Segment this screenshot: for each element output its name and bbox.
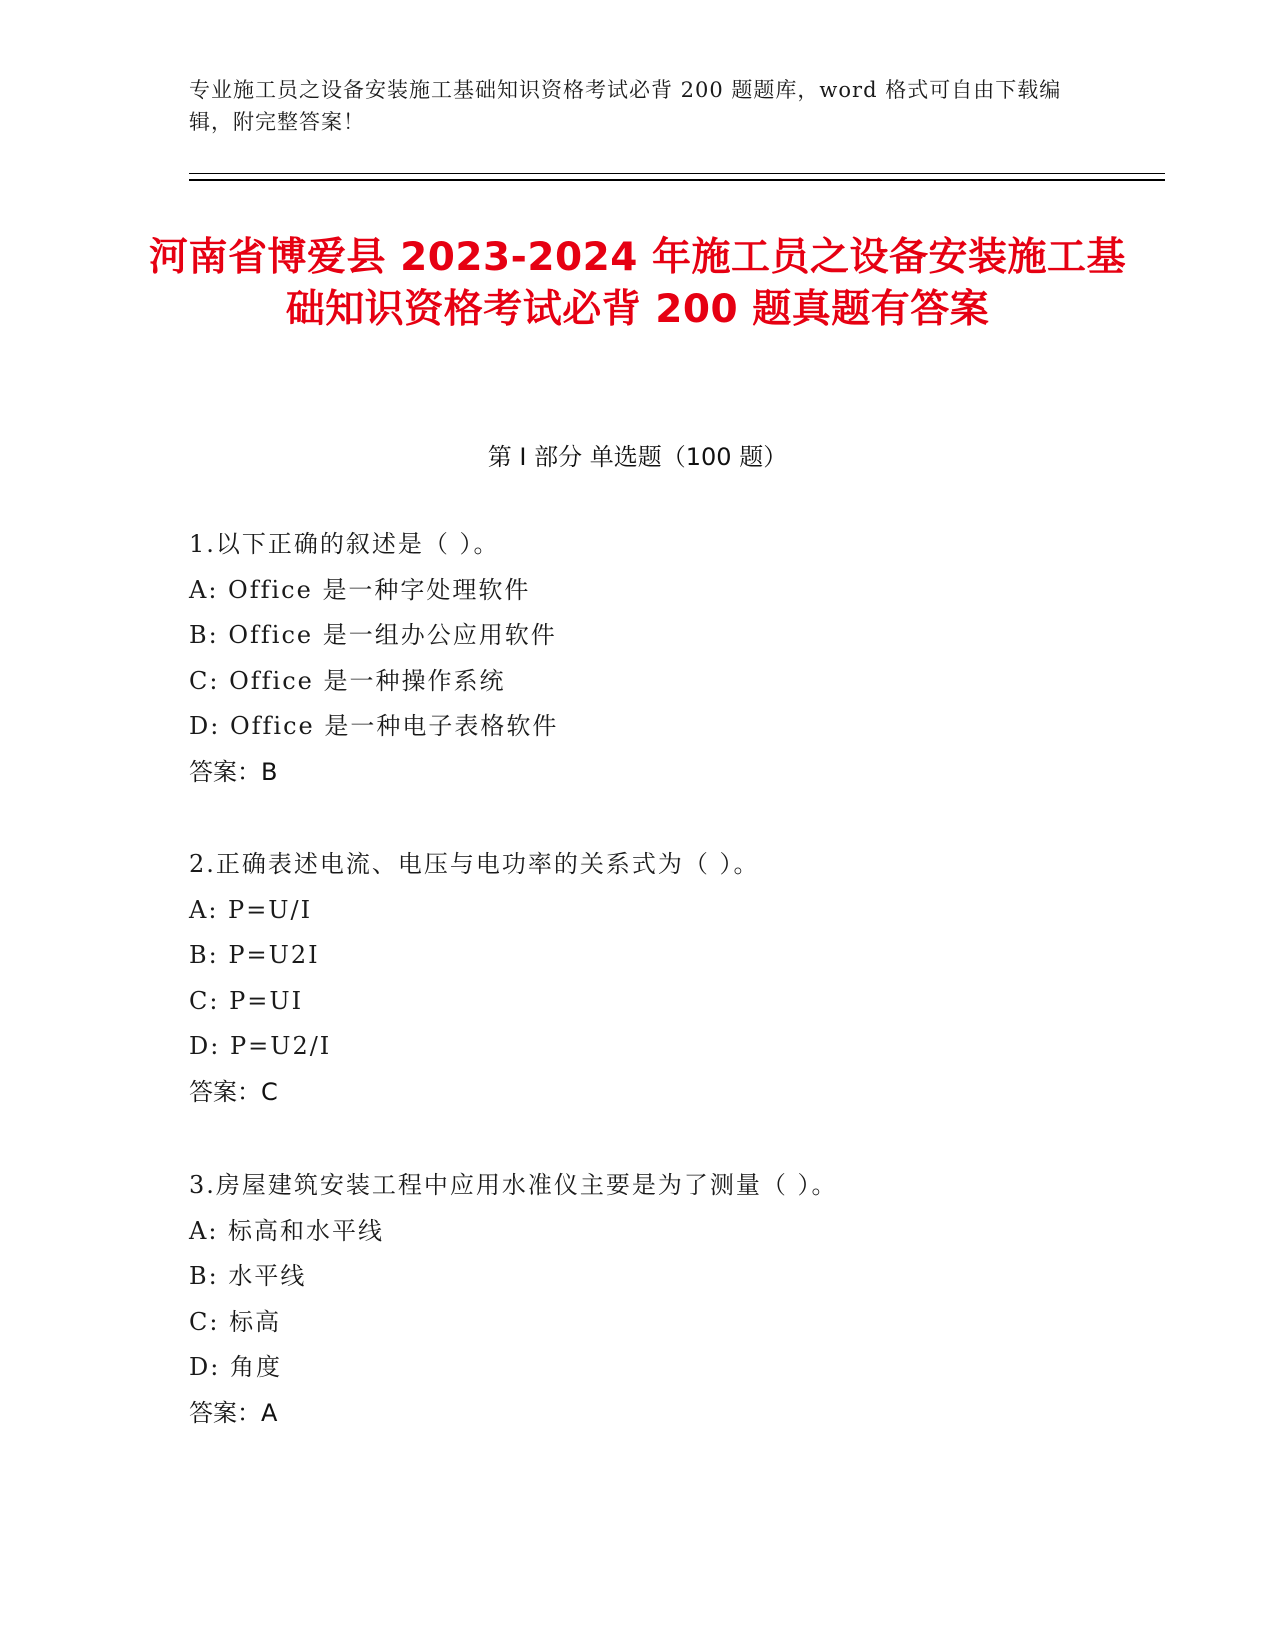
question-3	[189, 1163, 1169, 1436]
answer: 答案：A	[189, 1398, 278, 1427]
option-a: A: P=U/I	[189, 895, 313, 924]
section-title: 第 I 部分 单选题（100 题）	[487, 443, 788, 471]
option-a: A: Office 是一种字处理软件	[189, 575, 531, 604]
question-stem: 1.以下正确的叙述是（ ）。	[189, 530, 500, 558]
question-stem: 3.房屋建筑安装工程中应用水准仪主要是为了测量（ ）。	[189, 1171, 838, 1199]
question-stem: 2.正确表述电流、电压与电功率的关系式为（ ）。	[189, 850, 760, 878]
question-1	[189, 522, 1169, 795]
option-c: C: P=UI	[189, 986, 304, 1015]
option-c: C: Office 是一种操作系统	[189, 666, 506, 695]
option-a: A: 标高和水平线	[189, 1216, 385, 1245]
option-b: B: 水平线	[189, 1262, 307, 1290]
answer: 答案：B	[189, 757, 278, 786]
header-note: 专业施工员之设备安装施工基础知识资格考试必背 200 题题库，word 格式可自由下载编辑，附完整答案！	[189, 78, 1062, 134]
option-c: C: 标高	[189, 1307, 282, 1336]
option-d: D: 角度	[189, 1353, 282, 1381]
option-d: D: Office 是一种电子表格软件	[189, 712, 559, 740]
document-title: 河南省博爱县 2023-2024 年施工员之设备安装施工基础知识资格考试必背 200 题真题有答案	[149, 235, 1126, 332]
option-b: B: Office 是一组办公应用软件	[189, 621, 557, 649]
question-2	[189, 842, 1169, 1115]
option-b: B: P=U2I	[189, 941, 320, 969]
option-d: D: P=U2/I	[189, 1032, 332, 1060]
header-rule-thin	[189, 173, 1165, 174]
header-rule-thick	[189, 179, 1165, 181]
answer: 答案：C	[189, 1077, 278, 1106]
